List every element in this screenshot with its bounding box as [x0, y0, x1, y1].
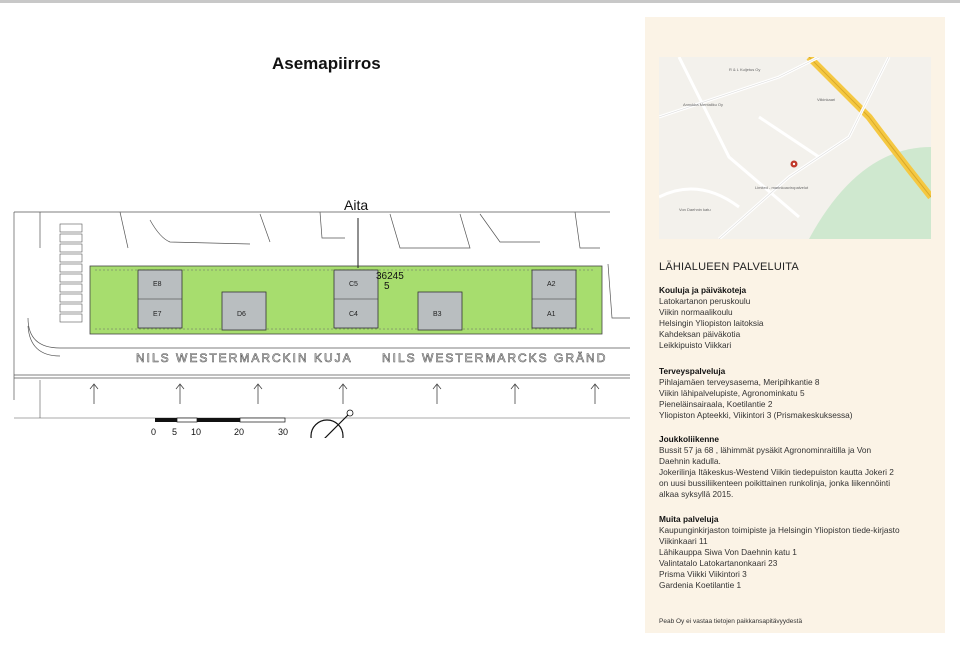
disclaimer: Peab Oy ei vastaa tietojen paikkansapitävyydestä — [659, 618, 803, 625]
scale-label-30: 30 — [278, 427, 289, 437]
list-item: Viikin lähipalvelupiste, Agronominkatu 5 — [659, 388, 805, 398]
map-label-street: Von Daehnin katu — [679, 207, 711, 212]
fence-label: Aita — [344, 197, 369, 213]
list-item: Helsingin Yliopiston laitoksia — [659, 318, 764, 328]
list-item: Bussit 57 ja 68 , lähimmät pysäkit Agronominraitilla ja Von Daehnin kadulla. — [659, 445, 872, 466]
location-pin-icon — [789, 160, 799, 170]
section-health — [659, 366, 904, 421]
building-label: E7 — [153, 311, 162, 318]
parking-arrow-icon — [339, 384, 347, 404]
site-plan — [0, 208, 632, 438]
list-item: Valintatalo Latokartanonkaari 23 — [659, 558, 778, 568]
list-item: Yliopiston Apteekki, Viikintori 3 (Prismakeskuksessa) — [659, 410, 853, 420]
list-item: Prisma Viikki Viikintori 3 — [659, 569, 747, 579]
section-title: Kouluja ja päiväkoteja — [659, 285, 747, 295]
list-item: Kaupunginkirjaston toimipiste ja Helsingin Yliopiston tiede-kirjasto Viikinkaari 11 — [659, 525, 900, 546]
parking-arrow-icon — [511, 384, 519, 404]
parking-arrow-icon — [254, 384, 262, 404]
services-heading: LÄHIALUEEN PALVELUITA — [659, 261, 799, 273]
page-title: Asemapiirros — [272, 54, 381, 73]
top-border — [0, 0, 960, 3]
scale-label-0: 0 — [151, 427, 157, 437]
list-item: Leikkipuisto Viikkari — [659, 340, 732, 350]
list-item: Viikin normaalikoulu — [659, 307, 733, 317]
map-label-annukka: Annukka Mentaliku Oy — [683, 102, 724, 107]
building-label: C4 — [349, 311, 358, 318]
building-label: B3 — [433, 311, 442, 318]
section-other — [659, 514, 904, 591]
parking-arrow-icon — [433, 384, 441, 404]
list-item: Pieneläinsairaala, Koetilantie 2 — [659, 399, 773, 409]
scale-label-5: 5 — [172, 427, 178, 437]
list-item: Jokerilinja Itäkeskus-Westend Viikin tiedepuiston kautta Jokeri 2 on uusi bussiliikenteen poikittainen runkolinja, jonka liikennöinti alkaa syksyllä 2015. — [659, 467, 894, 499]
list-item: Lähikauppa Siwa Von Daehnin katu 1 — [659, 547, 797, 557]
parking-arrow-icon — [591, 384, 599, 404]
section-title: Terveyspalveluja — [659, 366, 726, 376]
building-label: E8 — [153, 281, 162, 288]
scale-label-20: 20 — [234, 427, 245, 437]
section-schools — [659, 285, 904, 351]
parking-arrow-icon — [90, 384, 98, 404]
street-name-fi: NILS WESTERMARCKIN KUJA — [136, 351, 353, 365]
map-label-company: R & L Kuljetus Oy — [729, 67, 761, 72]
plot-number-sub: 5 — [384, 281, 390, 292]
section-title: Joukkoliikenne — [659, 434, 719, 444]
list-item: Kahdeksan päiväkotia — [659, 329, 741, 339]
street-name-sv: NILS WESTERMARCKS GRÄND — [382, 351, 608, 365]
building-label: A1 — [547, 311, 556, 318]
building-label: D6 — [237, 311, 246, 318]
parking-arrow-icon — [176, 384, 184, 404]
north-arrow-icon — [311, 410, 353, 438]
map-label-limited: Limited - marinkoaviropalvelut — [755, 185, 809, 190]
section-transport — [659, 434, 904, 500]
map-label-viikinkaari: Viikinkaari — [817, 97, 836, 102]
building-label: C5 — [349, 281, 358, 288]
building-label: A2 — [547, 281, 556, 288]
section-title: Muita palveluja — [659, 514, 719, 524]
location-map[interactable] — [659, 57, 931, 239]
list-item: Latokartanon peruskoulu — [659, 296, 751, 306]
list-item: Gardenia Koetilantie 1 — [659, 580, 742, 590]
list-item: Pihlajamäen terveysasema, Meripihkantie 8 — [659, 377, 820, 387]
scale-bar — [155, 418, 285, 422]
scale-label-10: 10 — [191, 427, 202, 437]
plot-number: 36245 — [376, 271, 404, 282]
